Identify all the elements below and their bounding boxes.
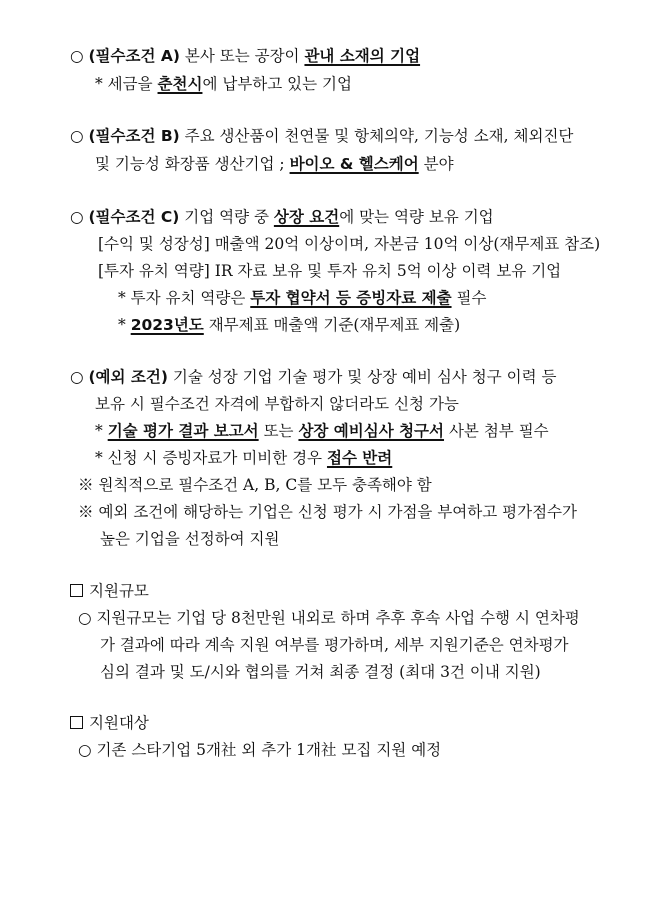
exception-text: 기술 성장 기업 기술 평가 및 상장 예비 심사 청구 이력 등 — [167, 368, 557, 386]
condition-a — [70, 45, 420, 67]
section-title: 지원규모 — [89, 582, 149, 600]
support-scale-text: 지원규모는 기업 당 8천만원 내외로 하며 추후 후속 사업 수행 시 연차평 — [91, 609, 580, 627]
exception-label: (예외 조건) — [88, 368, 168, 386]
note-emphasis: 2023년도 — [130, 316, 204, 334]
section-title: 지원대상 — [89, 714, 149, 732]
reference-text: 원칙적으로 필수조건 A, B, C를 모두 충족해야 함 — [93, 476, 432, 494]
support-target-text: 기존 스타기업 5개社 외 추가 1개社 모집 지원 예정 — [91, 741, 442, 759]
condition-c-text: 에 맞는 역량 보유 기업 — [339, 208, 494, 226]
condition-c-label: (필수조건 C) — [88, 208, 180, 226]
condition-c-sub1: [수익 및 성장성] 매출액 20억 이상이며, 자본금 10억 이상(재무제표 참조) — [98, 235, 601, 253]
note-emphasis: 투자 협약서 등 증빙자료 제출 — [250, 289, 452, 307]
condition-a-note — [95, 73, 352, 95]
reference-mark: ※ — [78, 503, 94, 521]
exception-condition — [70, 366, 556, 388]
condition-b-text: 주요 생산품이 천연물 및 항체의약, 기능성 소재, 체외진단 — [179, 127, 574, 145]
support-target-line1 — [78, 739, 441, 761]
circle-bullet: ○ — [70, 47, 84, 65]
note-emphasis: 상장 예비심사 청구서 — [298, 422, 445, 440]
note-text: 필수 — [451, 289, 487, 307]
star-bullet: * — [95, 75, 103, 93]
star-bullet: * — [118, 316, 126, 334]
note-text: 신청 시 증빙자료가 미비한 경우 — [102, 449, 327, 467]
condition-b-line2 — [95, 153, 454, 175]
note-text: 재무제표 매출액 기준(재무제표 제출) — [203, 316, 461, 334]
condition-c-sub2: [투자 유치 역량] IR 자료 보유 및 투자 유치 5억 이상 이력 보유 기업 — [98, 262, 562, 280]
star-bullet: * — [95, 422, 103, 440]
circle-bullet: ○ — [78, 609, 92, 627]
support-scale-line3: 심의 결과 및 도/시와 협의를 거쳐 최종 결정 (최대 3건 이내 지원) — [100, 663, 541, 681]
condition-c-note2 — [118, 314, 460, 336]
reference-note-1 — [78, 474, 432, 496]
reference-text: 예외 조건에 해당하는 기업은 신청 평가 시 가점을 부여하고 평가점수가 — [93, 503, 578, 521]
note-text: 세금을 — [102, 75, 158, 93]
exception-note1 — [95, 420, 549, 442]
condition-b-text: 및 기능성 화장품 생산기업 ; — [95, 155, 290, 173]
checkbox-square-icon — [70, 716, 83, 729]
condition-b — [70, 125, 573, 147]
reference-note-2 — [78, 501, 577, 523]
exception-line2: 보유 시 필수조건 자격에 부합하지 않더라도 신청 가능 — [95, 395, 459, 413]
support-scale-line1 — [78, 607, 580, 629]
reference-note-2-line2: 높은 기업을 선정하여 지원 — [100, 530, 280, 548]
condition-b-text: 분야 — [418, 155, 454, 173]
note-emphasis: 춘천시 — [157, 75, 203, 93]
condition-b-emphasis: 바이오 & 헬스케어 — [289, 155, 419, 173]
note-text: 사본 첨부 필수 — [444, 422, 549, 440]
section-support-target — [70, 712, 149, 734]
note-text: 에 납부하고 있는 기업 — [202, 75, 352, 93]
condition-a-label: (필수조건 A) — [88, 47, 180, 65]
condition-c — [70, 206, 494, 228]
circle-bullet: ○ — [70, 208, 84, 226]
note-emphasis: 기술 평가 결과 보고서 — [107, 422, 259, 440]
support-scale-line2: 가 결과에 따라 계속 지원 여부를 평가하며, 세부 지원기준은 연차평가 — [100, 636, 569, 654]
condition-b-label: (필수조건 B) — [88, 127, 180, 145]
circle-bullet: ○ — [70, 368, 84, 386]
exception-note2 — [95, 447, 392, 469]
section-support-scale — [70, 580, 149, 602]
reference-mark: ※ — [78, 476, 94, 494]
circle-bullet: ○ — [78, 741, 92, 759]
condition-c-note1 — [118, 287, 486, 309]
circle-bullet: ○ — [70, 127, 84, 145]
note-text: 투자 유치 역량은 — [125, 289, 251, 307]
condition-a-text: 본사 또는 공장이 — [179, 47, 305, 65]
condition-c-text: 기업 역량 중 — [179, 208, 274, 226]
condition-a-emphasis: 관내 소재의 기업 — [304, 47, 421, 65]
note-emphasis: 접수 반려 — [326, 449, 393, 467]
star-bullet: * — [95, 449, 103, 467]
checkbox-square-icon — [70, 584, 83, 597]
star-bullet: * — [118, 289, 126, 307]
condition-c-emphasis: 상장 요건 — [273, 208, 340, 226]
note-text: 또는 — [258, 422, 299, 440]
